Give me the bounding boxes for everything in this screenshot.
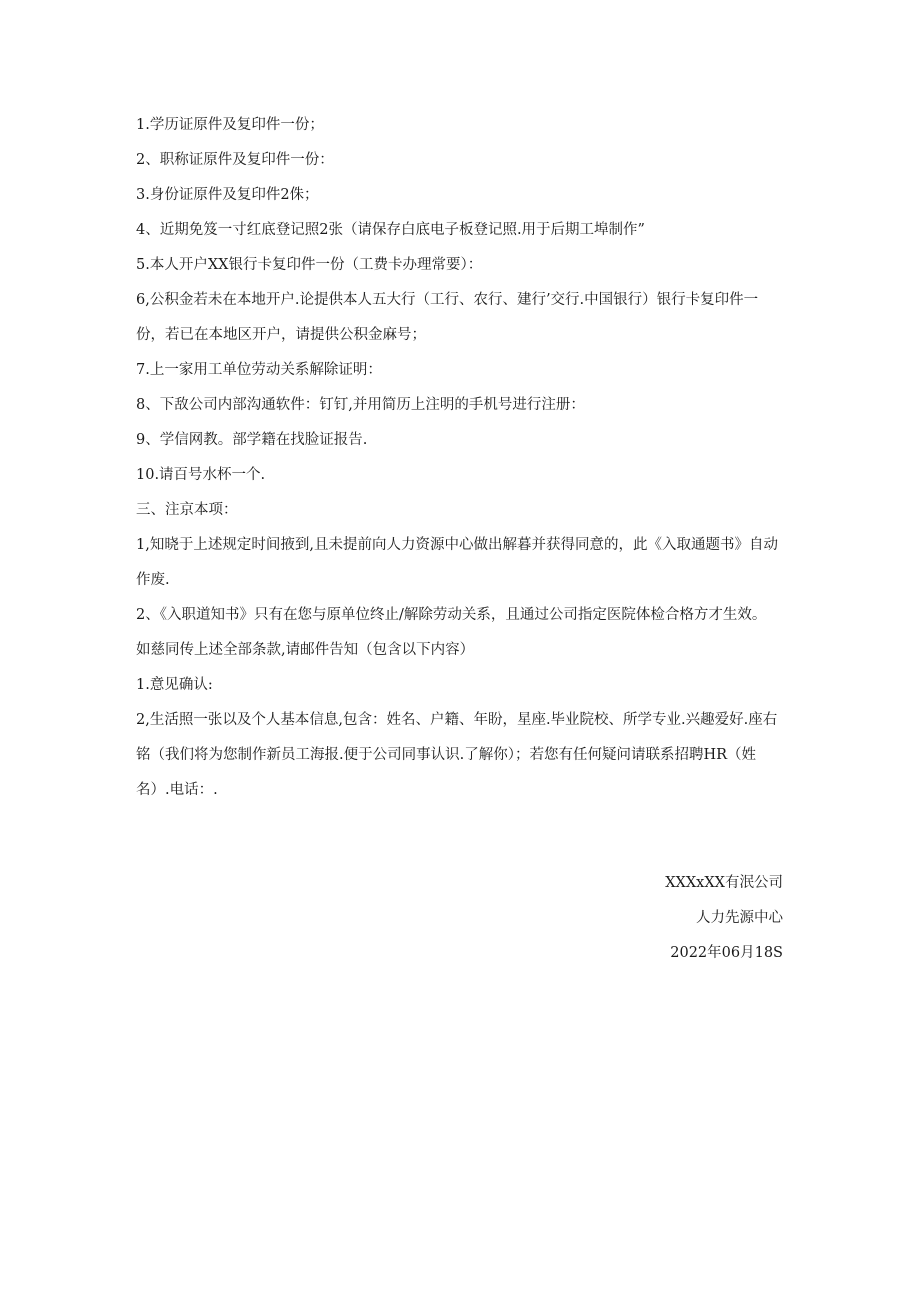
document-body <box>136 108 784 808</box>
list-item: 5.本人开户XX银行卡复印件一份（工费卡办理常要）： <box>136 257 483 273</box>
list-item: 8、下敌公司内部沟通软件：钉钉,并用简历上注明的手机号进行注册： <box>136 397 585 413</box>
list-item: 3.身份证原件及复印件2侏； <box>136 187 319 203</box>
list-item: 1.意见确认: <box>136 677 213 693</box>
department-name: 人力先源中心 <box>696 910 783 926</box>
list-item: 10.请百号水杯一个. <box>136 467 266 483</box>
section-heading: 三、注京本项： <box>136 502 238 518</box>
list-item: 1,知晓于上述规定时间掖到,且未提前向人力资源中心做出解暮并获得同意的，此《入取通题书》自动作废. <box>136 537 778 588</box>
document-date: 2022年06月18S <box>670 945 783 961</box>
instruction-text: 如慈同传上述全部条款,请邮件告知（包含以下内容） <box>136 642 475 658</box>
list-item: 6,公积金若未在本地开户.论提供本人五大行（工行、农行、建行’交行.中国银行）银行卡复印件一份，若已在本地区开户，请提供公积金麻号； <box>136 292 759 343</box>
list-item: 9、学信网教。部学籍在找脸证报告. <box>136 432 368 448</box>
list-item: 2、《入职道知书》只有在您与原单位终止/解除劳动关系，且通过公司指定医院体检合格方才生效。 <box>136 607 767 623</box>
company-name: XXXxXX有泯公司 <box>665 875 783 891</box>
signature-block <box>665 866 783 971</box>
list-item: 2,生活照一张以及个人基本信息,包含：姓名、户籍、年盼，星座.毕业院校、所学专业.兴趣爱好.座右铭（我们将为您制作新员工海报.便于公司同事认识.了解你）；若您有任何疑问请联系招聘HR（姓名）.电话：. <box>136 712 778 798</box>
list-item: 7.上一家用工单位劳动关系解除证明： <box>136 362 382 378</box>
list-item: 1.学历证原件及复印件一份； <box>136 117 324 133</box>
list-item: 2、职称证原件及复印件一份： <box>136 152 334 168</box>
list-item: 4、近期免笈一寸红底登记照2张（请保存白底电子板登记照.用于后期工埠制作” <box>136 222 645 238</box>
